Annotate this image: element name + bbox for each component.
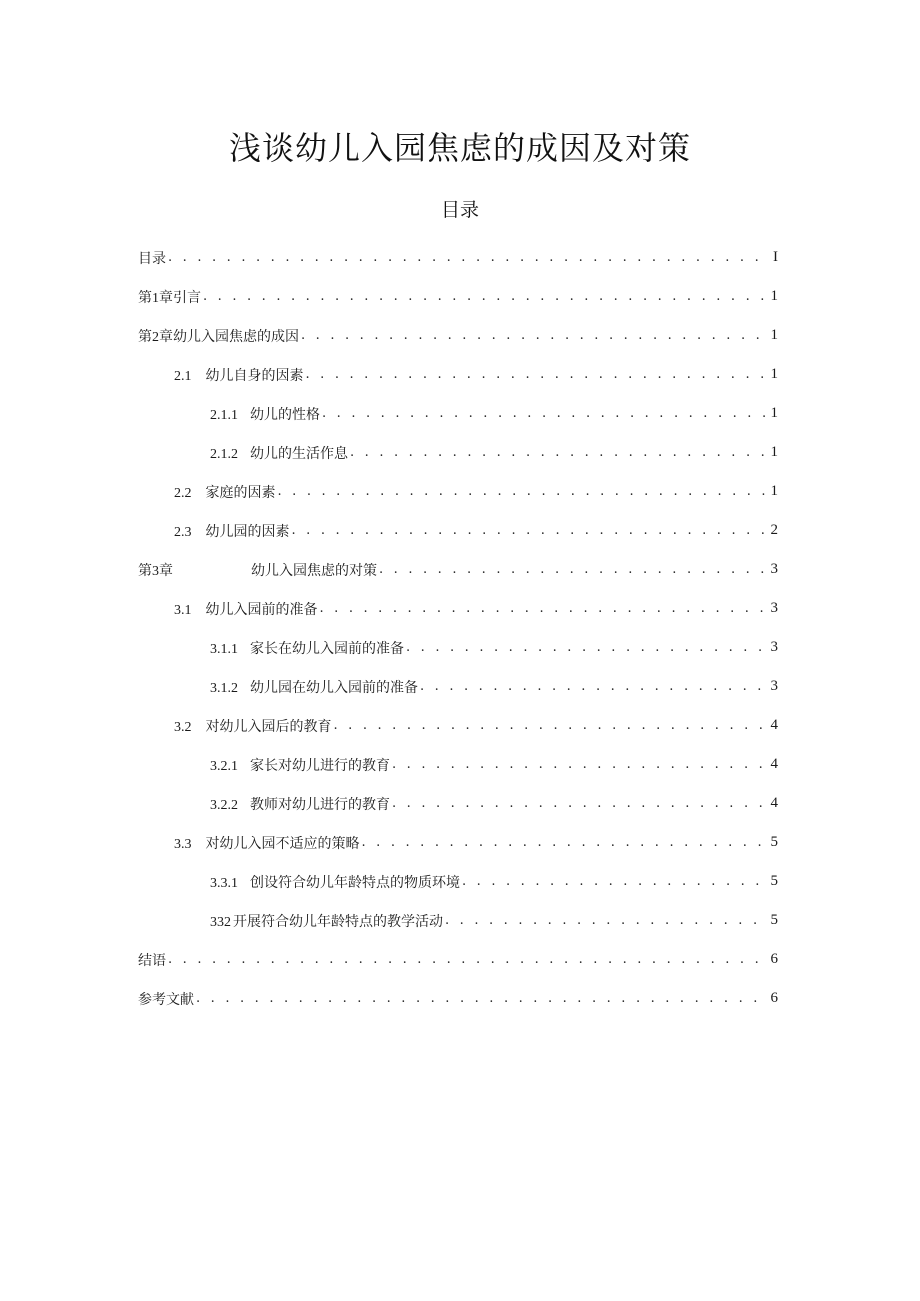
toc-entry-number: 2.1.1 [210, 407, 238, 423]
toc-entry-title [138, 287, 201, 307]
toc-page-number: 3 [770, 600, 778, 616]
toc-entry-title [210, 638, 404, 658]
toc-leader-dots [322, 405, 766, 423]
toc-page-number: 6 [770, 951, 778, 967]
toc-page-number: 5 [770, 912, 778, 928]
toc-entry[interactable] [138, 394, 778, 433]
toc-entry-title [210, 872, 460, 892]
toc-entry-label: 创设符合幼儿年龄特点的物质环境 [250, 874, 460, 891]
toc-entry-label: 幼儿入园焦虑的对策 [251, 562, 377, 579]
toc-entry-number: 第1章 [138, 290, 173, 306]
toc-entry-title [138, 248, 166, 268]
toc-page-number: 3 [770, 639, 778, 655]
toc-entry-title [138, 560, 377, 580]
toc-entry-title [174, 365, 304, 385]
toc-entry-label: 目录 [138, 250, 166, 267]
toc-entry-number: 2.1.2 [210, 446, 238, 462]
toc-entry[interactable] [138, 472, 778, 511]
toc-leader-dots [350, 444, 766, 462]
toc-leader-dots [406, 639, 766, 657]
toc-heading: 目录 [440, 199, 479, 221]
toc-entry-number: 第2章 [138, 329, 173, 345]
toc-entry[interactable] [138, 511, 778, 550]
toc-entry[interactable] [138, 238, 778, 277]
toc-page-number: 5 [770, 873, 778, 889]
toc-entry-label: 家长对幼儿进行的教育 [250, 757, 390, 774]
toc-entry-label: 家长在幼儿入园前的准备 [250, 640, 404, 657]
toc-entry[interactable] [138, 628, 778, 667]
toc-entry[interactable] [138, 316, 778, 355]
toc-entry-title [174, 599, 318, 619]
toc-entry-label: 引言 [173, 289, 201, 306]
toc-leader-dots [462, 873, 766, 891]
toc-entry-label: 幼儿园的因素 [205, 523, 290, 540]
toc-page-number: 1 [770, 405, 778, 421]
toc-entry-title [210, 404, 320, 424]
toc-page-number: 6 [770, 990, 778, 1006]
toc-entry-label: 对幼儿入园不适应的策略 [205, 835, 360, 852]
toc-leader-dots [334, 717, 767, 735]
toc-entry-number: 332 [210, 914, 231, 930]
toc-leader-dots [292, 522, 767, 540]
toc-leader-dots [278, 483, 767, 501]
toc-entry[interactable] [138, 706, 778, 745]
toc-entry-number: 2.2 [174, 485, 192, 501]
toc-entry-label: 幼儿的性格 [250, 406, 320, 423]
toc-entry[interactable] [138, 784, 778, 823]
toc-entry[interactable] [138, 940, 778, 979]
toc-entry-number: 3.2 [174, 719, 192, 735]
toc-page-number: 3 [770, 561, 778, 577]
toc-page-number: 1 [770, 444, 778, 460]
toc-entry-label: 幼儿自身的因素 [205, 367, 304, 384]
toc-page-number: 3 [770, 678, 778, 694]
toc-page-number: I [773, 249, 778, 265]
toc-entry-title [138, 950, 166, 970]
toc-page-number: 1 [770, 483, 778, 499]
toc-entry[interactable] [138, 589, 778, 628]
toc-entry-label: 幼儿的生活作息 [250, 445, 348, 462]
toc-entry-number: 第3章 [138, 563, 173, 579]
toc-page-number: 4 [770, 756, 778, 772]
toc-entry-label: 幼儿园在幼儿入园前的准备 [250, 679, 418, 696]
toc-leader-dots [203, 288, 766, 306]
toc-leader-dots [301, 327, 766, 345]
toc-entry-title [138, 989, 194, 1009]
toc-entry-number: 3.1.2 [210, 680, 238, 696]
toc-entry-label: 幼儿入园焦虑的成因 [173, 328, 299, 345]
toc-entry[interactable] [138, 862, 778, 901]
toc-entry-number: 3.1 [174, 602, 192, 618]
toc-entry-label: 对幼儿入园后的教育 [205, 718, 332, 735]
toc-leader-dots [420, 678, 766, 696]
toc-entry-title [210, 911, 443, 931]
toc-entry[interactable] [138, 979, 778, 1018]
toc-leader-dots [306, 366, 767, 384]
toc-entry-label: 教师对幼儿进行的教育 [250, 796, 390, 813]
toc-entry-label: 家庭的因素 [205, 484, 276, 501]
toc-entry-title [174, 482, 276, 502]
toc-entry[interactable] [138, 745, 778, 784]
toc-leader-dots [168, 951, 766, 969]
toc-leader-dots [379, 561, 766, 579]
toc-page-number: 4 [770, 795, 778, 811]
toc-page-number: 4 [770, 717, 778, 733]
toc-entry[interactable] [138, 667, 778, 706]
toc-entry-title [138, 326, 299, 346]
toc-leader-dots [320, 600, 767, 618]
toc-entry-title [174, 716, 332, 736]
toc-entry[interactable] [138, 433, 778, 472]
toc-entry-title [210, 443, 348, 463]
toc-leader-dots [196, 990, 766, 1008]
toc-entry[interactable] [138, 355, 778, 394]
toc-entry[interactable] [138, 277, 778, 316]
document-title: 浅谈幼儿入园焦虑的成因及对策 [228, 129, 691, 167]
table-of-contents [138, 238, 778, 1018]
toc-leader-dots [392, 756, 766, 774]
toc-entry-title [210, 755, 390, 775]
toc-entry-label: 参考文献 [138, 991, 194, 1008]
toc-entry-number: 2.3 [174, 524, 192, 540]
toc-leader-dots [392, 795, 766, 813]
toc-leader-dots [168, 249, 766, 267]
toc-entry[interactable] [138, 550, 778, 589]
toc-entry-label: 幼儿入园前的准备 [205, 601, 318, 618]
toc-entry[interactable] [138, 823, 778, 862]
toc-page-number: 5 [770, 834, 778, 850]
toc-entry-title [174, 833, 360, 853]
toc-leader-dots [445, 912, 766, 930]
toc-page-number: 1 [770, 327, 778, 343]
toc-page-number: 1 [770, 288, 778, 304]
toc-entry-title [174, 521, 290, 541]
toc-entry-number: 3.2.1 [210, 758, 238, 774]
toc-entry-number: 3.1.1 [210, 641, 238, 657]
toc-page-number: 1 [770, 366, 778, 382]
toc-entry-number: 3.3.1 [210, 875, 238, 891]
toc-entry-title [210, 794, 390, 814]
toc-entry-number: 3.3 [174, 836, 192, 852]
toc-leader-dots [362, 834, 767, 852]
toc-entry[interactable] [138, 901, 778, 940]
toc-entry-title [210, 677, 418, 697]
toc-page-number: 2 [770, 522, 778, 538]
toc-entry-label: 开展符合幼儿年龄特点的教学活动 [233, 913, 443, 930]
toc-entry-number: 3.2.2 [210, 797, 238, 813]
toc-entry-number: 2.1 [174, 368, 192, 384]
toc-entry-label: 结语 [138, 952, 166, 969]
